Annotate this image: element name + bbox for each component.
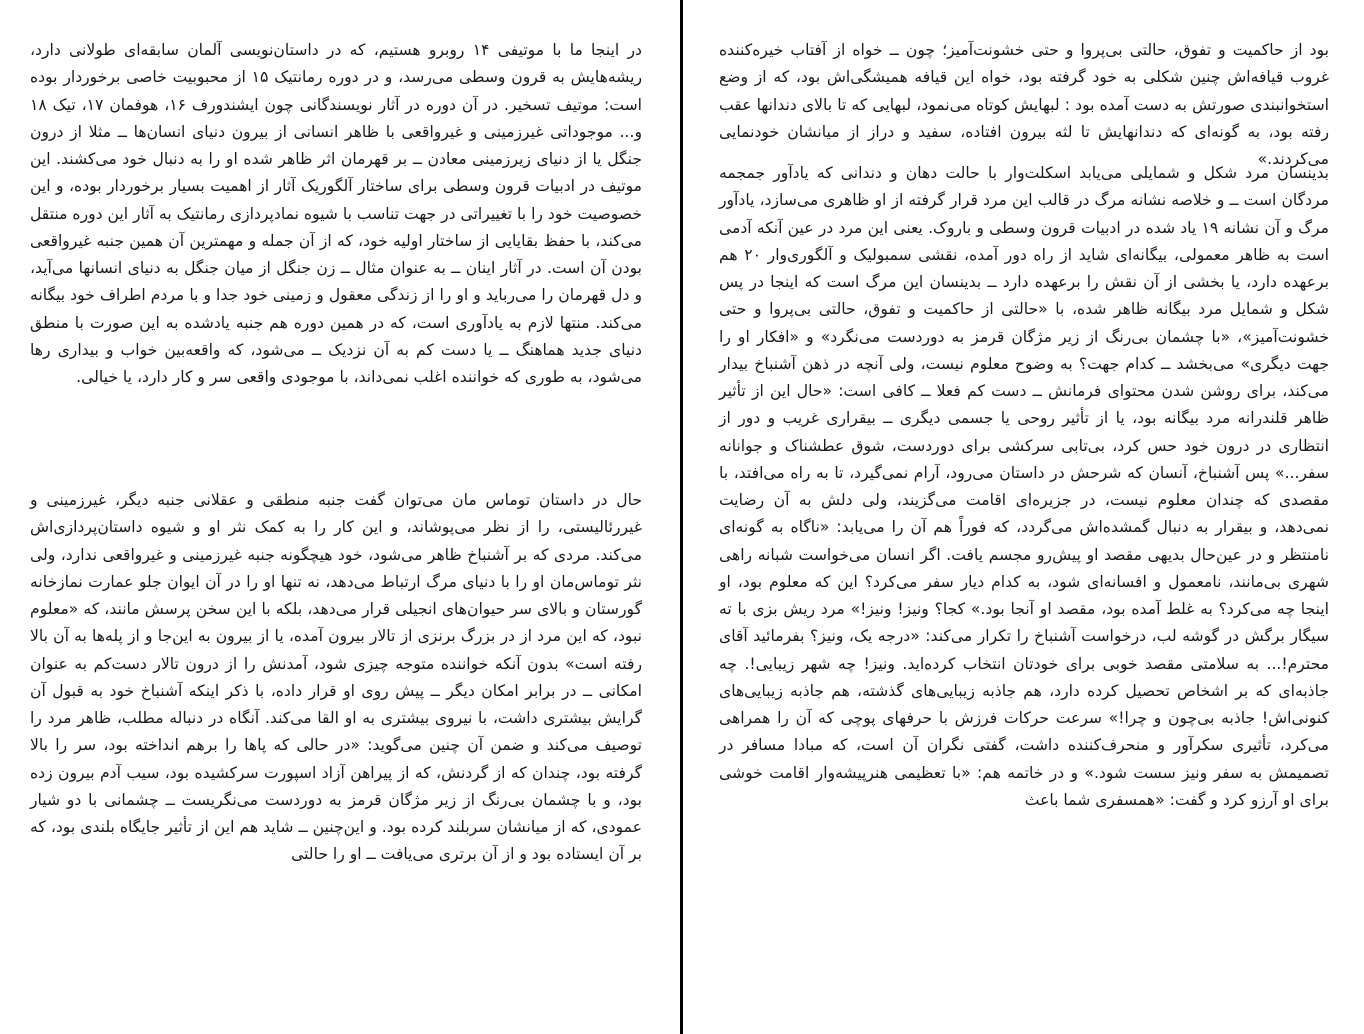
left-page: [0, 0, 680, 1034]
right-paragraph-2: [719, 160, 1329, 814]
right-paragraph-1: [719, 37, 1329, 173]
left-paragraph-1-text: در اینجا ما با موتیفی ۱۴ روبرو هستیم، که در داستان‌نویسی آلمان سابقه‌ای طولانی دارد، ریشه‌هایش به قرون وسطی می‌رسد، و در دوره رمانتیک ۱۵ از محبوبیت خاصی برخوردار بوده است: موتیف تسخیر. در آن دوره در آثار نویسندگانی چون ایشندورف ۱۶، هوفمان ۱۷، تیک ۱۸ و... موجوداتی غیرزمینی و غیرواقعی با ظاهر انسانی از بیرون دنیای انسان‌ها ــ مثلا از درون جنگل یا از دنیای زیرزمینی معادن ــ بر قهرمان اثر ظاهر شده او را به دنبال خود می‌کشند. این موتیف در ادبیات قرون وسطی برای ساختار آلگوریک آثار از اهمیت بسیار برخوردار بوده، و این خصوصیت خود را با تغییراتی در جهت تناسب با شیوه نمادپردازی رمانتیک به آثار این دوره منتقل می‌کند، با حفظ بقایایی از ساختار اولیه خود، که از آن جمله و مهمترین آن همین جنبه غیرواقعی بودن آن است. در آثار اینان ــ به عنوان مثال ــ زن جنگل از میان جنگل به دنیای انسانها می‌آید، و دل قهرمان را می‌رباید و او را از زندگی معقول و زمینی خود جدا و با مردم اطراف خود بیگانه می‌کند. منتها لازم به یادآوری است، که در همین دوره هم جنبه یادشده به این صورت با منطق دنیای جدید هماهنگ ــ یا دست کم به آن نزدیک ــ می‌شود، که واقعه‌بین خواب و بیداری رها می‌شود، به طوری که خواننده اغلب نمی‌داند، با موجودی واقعی سر و کار دارد، یا خیالی.: [30, 41, 642, 386]
right-paragraph-1-text: بود از حاکمیت و تفوق، حالتی بی‌پروا و حتی خشونت‌آمیز؛ چون ــ خواه از آفتاب خیره‌کننده غروب قیافه‌اش چنین شکلی به خود گرفته بود، خواه این قیافه همیشگی‌اش بود، که از وضع استخوانبندی صورتش به دست آمده بود : لبهایش کوتاه می‌نمود، لبهایی که تا بالای دندانها عقب رفته بود، به گونه‌ای که دندانهایش تا لثه بیرون افتاده، سفید و دراز از میانشان خودنمایی می‌کردند.»: [719, 41, 1329, 168]
right-page: [683, 0, 1364, 1034]
left-paragraph-2: [30, 487, 642, 869]
left-paragraph-1: [30, 37, 642, 391]
right-paragraph-2-text: بدینسان مرد شکل و شمایلی می‌یابد اسکلت‌وار با حالت دهان و دندانی که یادآور جمجمه مردگان است ــ و خلاصه نشانه مرگ در قالب این مرد قرار گرفته از او ظاهری می‌سازد، یادآور مرگ و آن نشانه ۱۹ یاد شده در ادبیات قرون وسطی و باروک. یعنی این مرد در عین آنکه آدمی است به ظاهر معمولی، بیگانه‌ای شاید از راه دور آمده، نقشی سمبولیک و آلگوری‌وار ۲۰ هم برعهده دارد، یا بخشی از آن نقش را برعهده دارد ــ بدینسان این مرگ است که اینجا در پس شکل و شمایل مرد بیگانه ظاهر شده، با «حالتی از حاکمیت و تفوق، حالتی بی‌پروا و حتی خشونت‌آمیز»، «با چشمان بی‌رنگ از زیر مژگان قرمز به دوردست می‌نگرد» و «افکار او را جهت دیگری» می‌بخشد ــ کدام جهت؟ به وضوح معلوم نیست، ولی آنچه در ذهن آشنباخ بیدار می‌کند، برای روشن شدن محتوای فرمانش ــ دست کم فعلا ــ کافی است: «حال این از تأثیر ظاهر قلندرانه مرد بیگانه بود، یا از تأثیر روحی یا جسمی دیگری ــ بیقراری غریب و دور از انتظاری در درون خود حس کرد، بی‌تابی سرکشی برای دوردست، شوق عطشناک و جوانانه سفر...» پس آشنباخ، آنسان که شرحش در داستان می‌رود، آرام نمی‌گیرد، تا به راه می‌افتد، با مقصدی که چندان معلوم نیست، در جزیره‌ای اقامت می‌گزیند، ولی دلش به آن رضایت نمی‌دهد، و بیقرار به دنبال گمشده‌اش می‌گردد، که فوراً هم آن را می‌یابد: «ناگاه به گونه‌ای نامنتظر و در عین‌حال بدیهی مقصد او پیش‌رو مجسم یافت. اگر انسان می‌خواست شبانه راهی شهری بی‌مانند، نامعمول و افسانه‌ای شود، به کدام دیار سفر می‌کرد؟ این که معلوم بود، او اینجا چه می‌کرد؟ به غلط آمده بود، مقصد او آنجا بود.» کجا؟ ونیز! ونیز!» مرد ریش بزی با ته سیگار برگش در گوشه لب، درخواست آشنباخ را تکرار می‌کند: «درجه یک، ونیز؟ بفرمائید آقای محترم!... به سلامتی مقصد خوبی برای خودتان انتخاب کرده‌اید. ونیز! چه شهر زیبایی!. چه جاذبه‌ای که بر اشخاص تحصیل کرده دارد، هم جاذبه زیبایی‌های گذشته، هم جاذبه زیبایی‌های کنونی‌اش! جاذبه بی‌چون و چرا!» سرعت حرکات فرزش با حرفهای پوچی که آن را همراهی می‌کرد، تأثیری سکرآور و منحرف‌کننده داشت، گفتی نگران آن است، که مبادا مسافر در تصمیمش به سفر ونیز سست شود.» و در خاتمه هم: «با تعظیمی هنرپیشه‌وار اقامت خوشی برای او آرزو کرد و گفت: «همسفری شما باعث: [719, 164, 1329, 809]
left-paragraph-2-text: حال در داستان توماس مان می‌توان گفت جنبه منطقی و عقلانی جنبه دیگر، غیرزمینی و غیررئالیستی، را از نظر می‌پوشاند، و این کار را به کمک نثر او و شیوه داستان‌پردازی‌اش می‌کند. مردی که بر آشنباخ ظاهر می‌شود، خود هیچگونه جنبه غیرزمینی و غیرواقعی ندارد، ولی نثر توماس‌مان او را با دنیای مرگ ارتباط می‌دهد، نه تنها او را در آن ایوان جلو عمارت نمازخانه گورستان و بالای سر حیوان‌های انجیلی قرار می‌دهد، بلکه با این سخن پرسش مانند، که «معلوم نبود، که این مرد از در بزرگ برنزی از تالار بیرون آمده، یا از بیرون به این‌جا و از پله‌ها به آن بالا رفته است» بدون آنکه خواننده متوجه چیزی شود، آمدنش را از درون تالار دست‌کم به عنوان امکانی ــ در برابر امکان دیگر ــ پیش روی او قرار داده، با ذکر اینکه آشنباخ خود به قبول آن گرایش بیشتری داشت، با نیروی بیشتری به او القا می‌کند. آنگاه در دنباله مطلب، ظاهر مرد را توصیف می‌کند و ضمن آن چنین می‌گوید: «در حالی که پاها را برهم انداخته بود، سر را بالا گرفته بود، چندان که از گردنش، که از پیراهن آزاد اسپورت سرکشیده بود، سیب آدم بیرون زده بود، و با چشمان بی‌رنگ از زیر مژگان قرمز به دوردست می‌نگریست ــ چشمانی با دو شیار عمودی، که از میانشان سربلند کرده بود. و این‌چنین ــ شاید هم این از تأثیر جایگاه بلندی بود، که بر آن ایستاده بود و از آن برتری می‌یافت ــ او را حالتی: [30, 491, 642, 864]
